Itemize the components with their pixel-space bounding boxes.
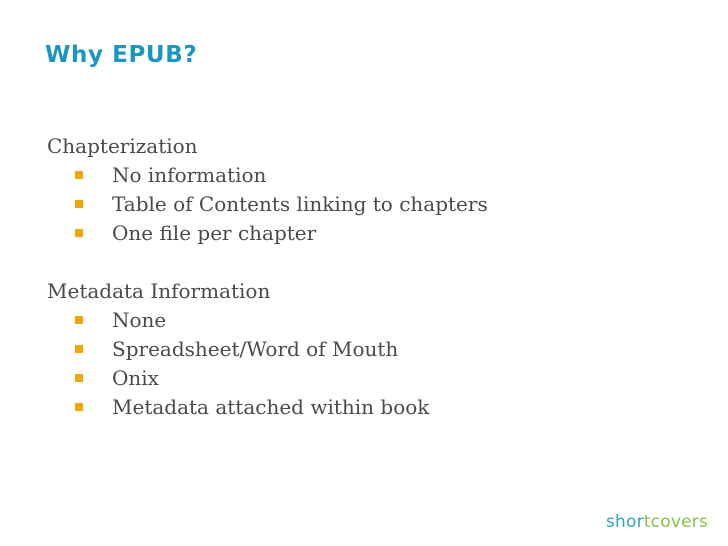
list-item — [47, 219, 488, 248]
square-bullet-icon — [75, 345, 83, 353]
bullet-list — [47, 161, 488, 248]
square-bullet-icon — [75, 374, 83, 382]
list-item — [47, 393, 429, 422]
list-item — [47, 306, 429, 335]
square-bullet-icon — [75, 316, 83, 324]
section-chapterization — [47, 132, 488, 248]
section-heading: Metadata Information — [47, 279, 271, 303]
square-bullet-icon — [75, 403, 83, 411]
shortcovers-logo — [606, 512, 708, 532]
slide-title: Why EPUB? — [45, 42, 198, 68]
list-item — [47, 161, 488, 190]
bullet-list — [47, 306, 429, 422]
square-bullet-icon — [75, 229, 83, 237]
logo-text-part1: shor — [605, 512, 644, 532]
logo-text-part2: tcovers — [643, 512, 708, 532]
square-bullet-icon — [75, 171, 83, 179]
list-item-text: One file per chapter — [112, 221, 317, 245]
list-item-text: Metadata attached within book — [112, 395, 430, 419]
list-item — [47, 190, 488, 219]
section-metadata — [47, 277, 429, 422]
list-item-text: Spreadsheet/Word of Mouth — [112, 337, 399, 361]
list-item — [47, 364, 429, 393]
list-item — [47, 335, 429, 364]
list-item-text: None — [112, 308, 167, 332]
list-item-text: No information — [112, 163, 267, 187]
square-bullet-icon — [75, 200, 83, 208]
list-item-text: Table of Contents linking to chapters — [112, 192, 488, 216]
section-heading: Chapterization — [47, 134, 198, 158]
list-item-text: Onix — [112, 366, 159, 390]
